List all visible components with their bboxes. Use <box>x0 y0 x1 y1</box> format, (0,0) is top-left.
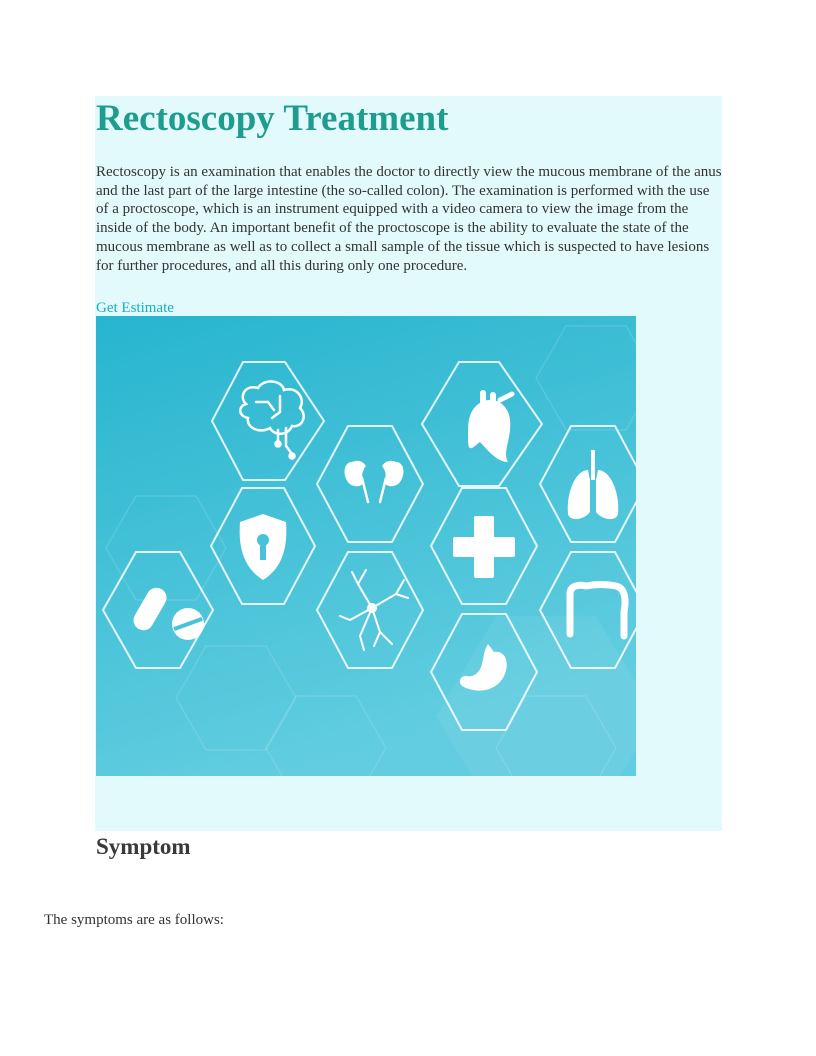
symptoms-intro: The symptoms are as follows: <box>44 912 224 928</box>
get-estimate-link[interactable]: Get Estimate <box>96 300 174 316</box>
page-title: Rectoscopy Treatment <box>96 98 449 139</box>
section-heading-symptom: Symptom <box>96 834 191 859</box>
medical-icons-illustration <box>96 316 636 776</box>
intro-paragraph: Rectoscopy is an examination that enables the doctor to directly view the mucous membrane of the anus and the last part of the large intestine (the so-called colon). The examination is performed with the use of a proctoscope, which is an instrument equipped with a video camera to view the image from the inside of the body. An important benefit of the proctoscope is the ability to evaluate the state of the mucous membrane as well as to collect a small sample of the tissue which is suspected to have lesions for further procedures, and all this during only one procedure. <box>96 164 722 274</box>
